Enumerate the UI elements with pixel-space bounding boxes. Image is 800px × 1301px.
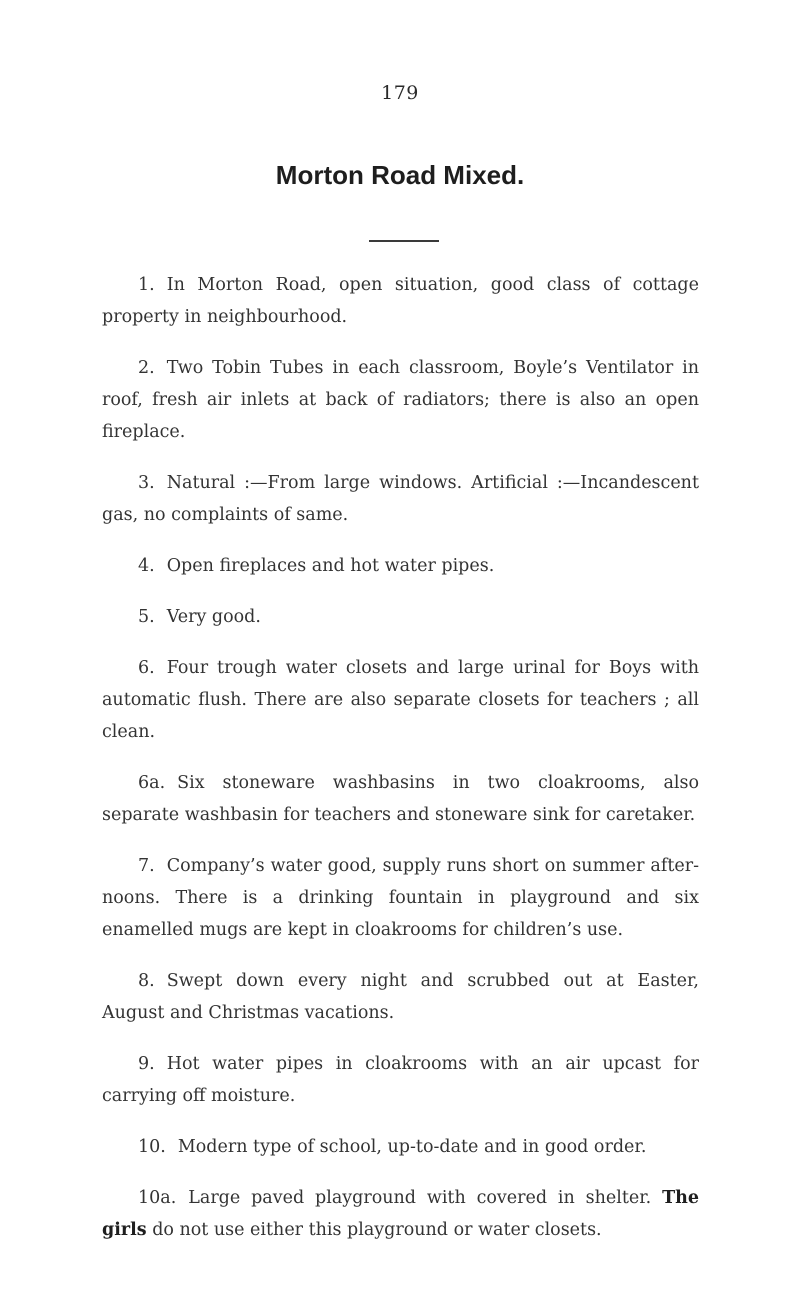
item-text: Six stoneware washbasins in two cloakrooms, also separate washbasin for teachers and stoneware sink for caretaker. [102, 773, 699, 825]
item-text: Very good. [166, 607, 261, 627]
item-number: 8. [138, 971, 155, 991]
item-text: Open fireplaces and hot water pipes. [166, 556, 495, 576]
list-item [102, 652, 699, 748]
item-text: In Morton Road, open situation, good class of cottage property in neighbourhood. [102, 275, 699, 327]
title-divider [369, 240, 439, 242]
item-text: Modern type of school, up-to-date and in good order. [177, 1137, 647, 1157]
item-number: 2. [138, 358, 155, 378]
item-number: 5. [138, 607, 155, 627]
list-item [102, 767, 699, 831]
list-item [102, 352, 699, 448]
item-text: Two Tobin Tubes in each classroom, Boyle’s Ventilator in roof, fresh air inlets at back of radiators; there is also an open fireplace. [102, 358, 699, 442]
item-number: 9. [138, 1054, 155, 1074]
page-title: Morton Road Mixed. [275, 160, 525, 190]
item-number: 10a. [138, 1188, 177, 1208]
list-item [102, 1048, 699, 1112]
numbered-list [102, 269, 699, 1265]
item-number: 3. [138, 473, 155, 493]
item-text: Four trough water closets and large urinal for Boys with automatic flush. There are also separate closets for teachers ; all clean. [102, 658, 699, 742]
list-item [102, 467, 699, 531]
item-text: Company’s water good, supply runs short on summer after-noons. There is a drinking fountain in playground and six enamelled mugs are kept in cloakrooms for children’s use. [102, 856, 699, 940]
item-number: 6a. [138, 773, 166, 793]
item-number: 10. [138, 1137, 166, 1157]
list-item [102, 269, 699, 333]
page-number: 179 [381, 82, 419, 104]
item-number: 1. [138, 275, 155, 295]
item-number: 7. [138, 856, 155, 876]
list-item [102, 1131, 699, 1163]
item-text: Natural :—From large windows. Artificial :—Incandescent gas, no complaints of same. [102, 473, 699, 525]
item-text-tail: do not use either this playground or water closets. [152, 1220, 602, 1240]
item-text: Large paved playground with covered in shelter. [188, 1188, 652, 1208]
list-item [102, 965, 699, 1029]
list-item [102, 850, 699, 946]
item-text: Swept down every night and scrubbed out at Easter, August and Christmas vacations. [102, 971, 699, 1023]
list-item [102, 601, 699, 633]
item-text: Hot water pipes in cloakrooms with an air upcast for carrying off moisture. [102, 1054, 699, 1106]
item-number: 6. [138, 658, 155, 678]
item-emphasis-text: The girls [102, 1188, 699, 1240]
list-item [102, 1182, 699, 1246]
list-item [102, 550, 699, 582]
item-number: 4. [138, 556, 155, 576]
